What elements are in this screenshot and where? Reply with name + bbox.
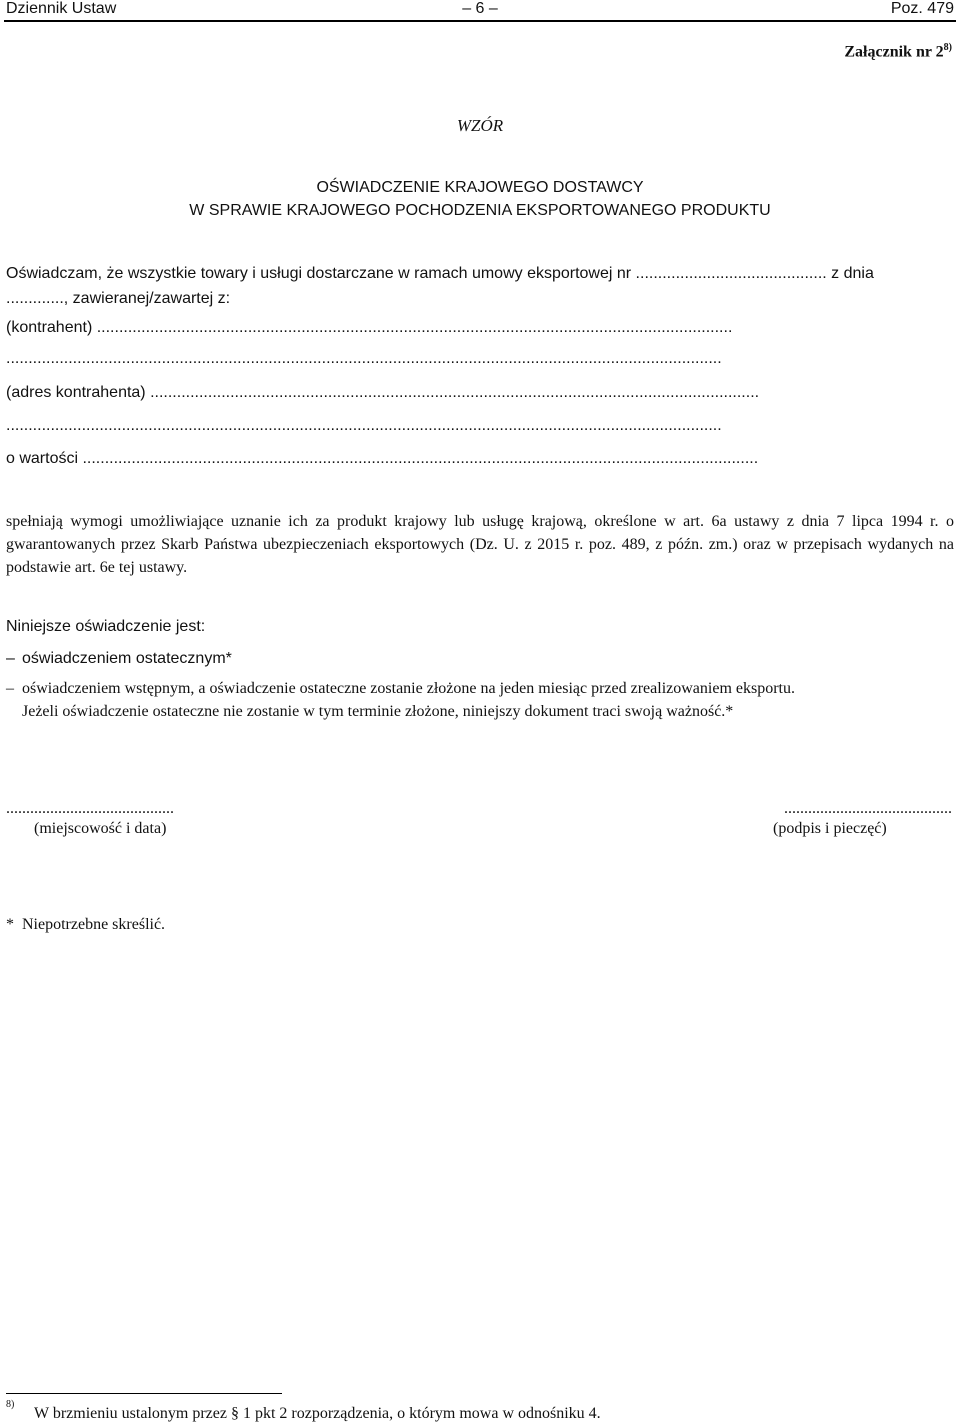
place-date-dots: .......................................... [6, 800, 174, 817]
value-field: o wartości ........................................................................................................................................................ [6, 450, 759, 467]
option-final-statement: oświadczeniem ostatecznym* [22, 650, 232, 667]
publication-title: Dziennik Ustaw [6, 0, 117, 17]
contractor-field-continued: ................................................................................................................................................................. [6, 350, 722, 367]
declaration-line2: ............., zawieranej/zawartej z: [6, 290, 231, 307]
signature-label: (podpis i pieczęć) [773, 820, 887, 837]
option2-dash: – [6, 680, 14, 697]
template-label: WZÓR [456, 116, 504, 135]
annex-text: Załącznik nr 2 [844, 43, 944, 61]
contractor-field: (kontrahent) ............................................................................................................................................... [6, 319, 733, 336]
strike-note: * Niepotrzebne skreślić. [6, 916, 166, 933]
option1-dash: – [6, 650, 15, 667]
signature-dots: .......................................... [784, 800, 952, 817]
option-preliminary-statement: oświadczeniem wstępnym, a oświadczenie ostateczne zostanie złożone na jeden miesiąc przed zrealizowaniem eksportu. [22, 680, 795, 697]
document-title-line2: W SPRAWIE KRAJOWEGO POCHODZENIA EKSPORTOWANEGO PRODUKTU [189, 202, 771, 219]
address-field: (adres kontrahenta) ......................................................................................................................................... [6, 384, 760, 401]
requirements-paragraph: spełniają wymogi umożliwiające uznanie ich za produkt krajowy lub usługę krajową, określone w art. 6a ustawy z dnia 7 lipca 1994 r. o gwarantowanych przez Skarb Państwa ubezpieczeniach eksportowych (Dz. U. z 2015 r. poz. 489, z późn. zm.) oraz w przepisach wydanych na podstawie art. 6e tej ustawy. [6, 513, 954, 576]
statement-intro: Niniejsze oświadczenie jest: [6, 618, 206, 635]
address-field-continued: ................................................................................................................................................................. [6, 417, 722, 434]
annex-footnote-ref: 8) [943, 42, 952, 53]
option-preliminary-note: Jeżeli oświadczenie ostateczne nie zostanie w tym terminie złożone, niniejszy dokument traci swoją ważność.* [22, 703, 734, 720]
footnote-marker: 8) [6, 1399, 15, 1410]
annex-label [844, 42, 952, 61]
document-title-line1: OŚWIADCZENIE KRAJOWEGO DOSTAWCY [316, 179, 644, 196]
page-number: – 6 – [462, 0, 498, 17]
position-number: Poz. 479 [890, 0, 954, 17]
place-date-label: (miejscowość i data) [34, 820, 167, 837]
header-rule [4, 20, 956, 22]
declaration-line1: Oświadczam, że wszystkie towary i usługi dostarczane w ramach umowy eksportowej nr ........................................... z dnia [6, 265, 874, 282]
footnote-text: W brzmieniu ustalonym przez § 1 pkt 2 rozporządzenia, o którym mowa w odnośniku 4. [34, 1405, 601, 1422]
footnote-rule [6, 1393, 282, 1394]
